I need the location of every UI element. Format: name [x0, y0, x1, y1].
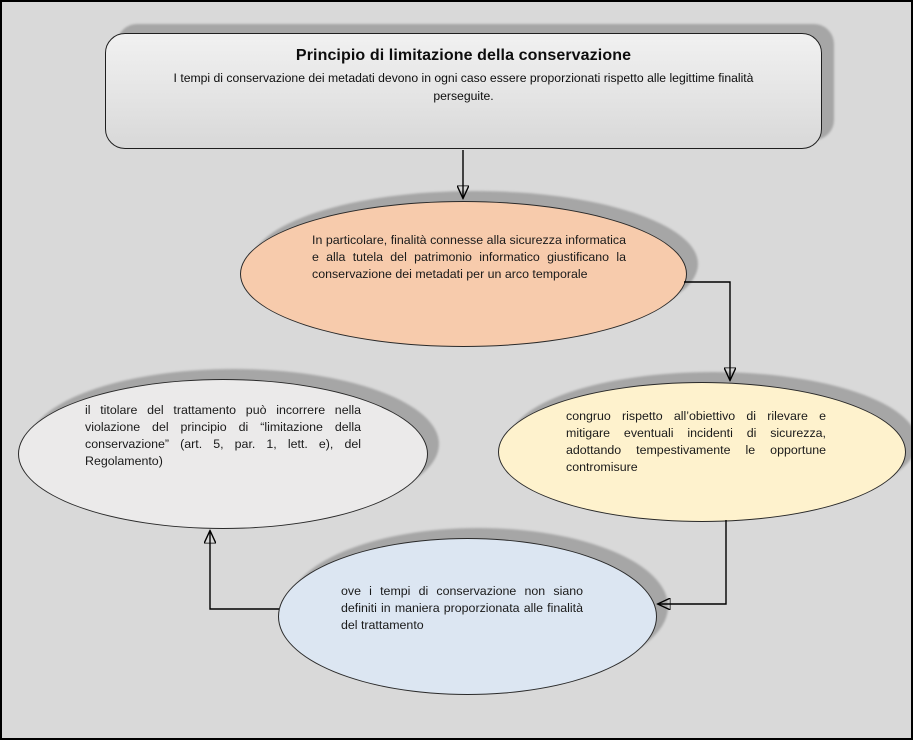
connector-blue-to-gray — [210, 531, 279, 609]
diagram-title: Principio di limitazione della conservazione — [295, 47, 632, 64]
node-congruo-periodo — [498, 382, 906, 522]
node-congruo-periodo-text: congruo rispetto all’obiettivo di rilevare e mitigare eventuali incidenti di sicurezza, adottando tempestivamente le opportune contromisure — [566, 409, 826, 474]
connector-orange-to-yellow — [684, 282, 730, 380]
connector-yellow-to-blue — [658, 520, 726, 604]
node-violazione-principio — [18, 379, 428, 529]
node-violazione-principio-text: il titolare del trattamento può incorrere nella violazione del principio di “limitazione della conservazione” (art. 5, par. 1, lett. e), del Regolamento) — [85, 403, 361, 468]
node-tempi-non-proporzionati-text: ove i tempi di conservazione non siano definiti in maniera proporzionata alle finalità del trattamento — [341, 584, 583, 632]
node-finalita-sicurezza — [240, 201, 687, 347]
node-tempi-non-proporzionati — [278, 538, 657, 695]
diagram-subtitle: I tempi di conservazione dei metadati devono in ogni caso essere proporzionati rispetto alle legittime finalità perseguite. — [173, 71, 754, 104]
title-box — [105, 33, 822, 149]
node-finalita-sicurezza-text: In particolare, finalità connesse alla sicurezza informatica e alla tutela del patrimonio informatico giustificano la conservazione dei metadati per un arco temporale — [312, 233, 626, 281]
